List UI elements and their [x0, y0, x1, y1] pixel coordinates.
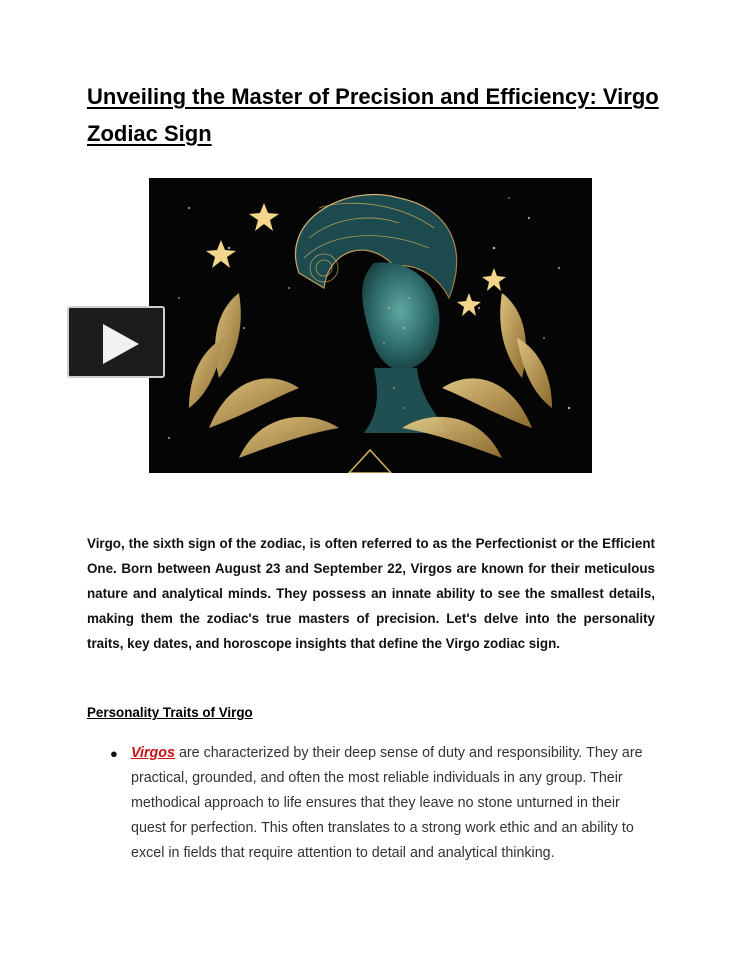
virgo-illustration-art [149, 178, 592, 473]
traits-list [87, 741, 655, 866]
play-button[interactable] [67, 306, 165, 378]
virgos-link[interactable]: Virgos [131, 745, 175, 761]
page-title: Unveiling the Master of Precision and Efficiency: Virgo Zodiac Sign [87, 84, 659, 146]
section-heading-personality-traits: Personality Traits of Virgo [87, 705, 253, 720]
intro-paragraph: Virgo, the sixth sign of the zodiac, is often referred to as the Perfectionist or the Efficient One. Born between August 23 and September 22, Virgos are known for their meticulous nature and analytical minds. They possess an innate ability to see the smallest details, making them the zodiac's true masters of precision. Let's delve into the personality traits, key dates, and horoscope insights that define the Virgo zodiac sign. [87, 536, 655, 651]
trait-text [131, 741, 651, 866]
list-item [87, 741, 655, 866]
trait-description: are characterized by their deep sense of duty and responsibility. They are practical, grounded, and often the most reliable individuals in any group. Their methodical approach to life ensures that they leave no stone unturned in their quest for perfection. This often translates to a strong work ethic and an ability to excel in fields that require attention to detail and analytical thinking. [131, 745, 643, 861]
play-icon [103, 324, 139, 364]
bullet-icon: ● [110, 746, 118, 761]
virgo-illustration [149, 178, 592, 473]
